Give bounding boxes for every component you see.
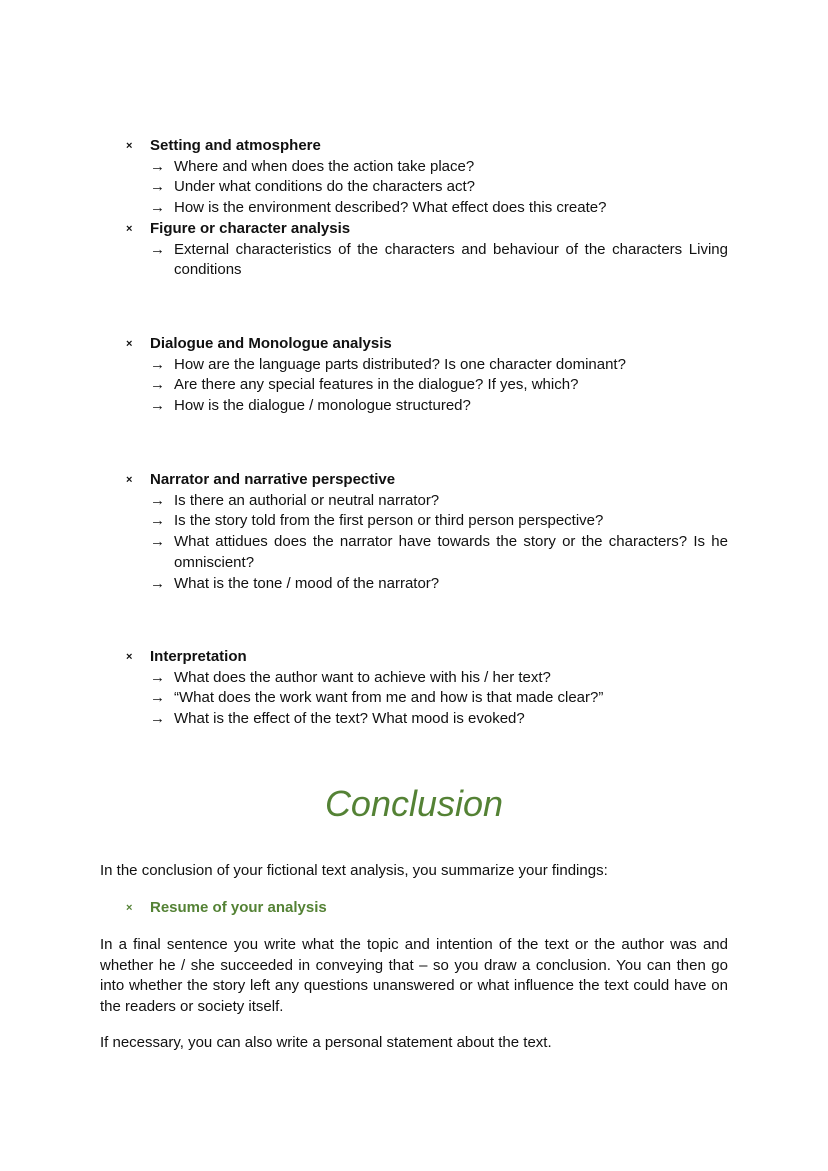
list-item (124, 688, 728, 709)
list-item (124, 396, 728, 417)
section (124, 647, 728, 730)
item-text: How is the dialogue / monologue structured? (174, 397, 471, 415)
section (124, 219, 728, 281)
list-item (124, 491, 728, 512)
item-text: Under what conditions do the characters act? (174, 178, 476, 196)
item-text: “What does the work want from me and how is that made clear?” (174, 689, 604, 707)
bullet-icon: × (126, 140, 133, 152)
list-item (124, 511, 728, 532)
list-item (124, 240, 728, 281)
item-text: How are the language parts distributed? Is one character dominant? (174, 355, 626, 373)
arrow-icon: → (150, 199, 165, 217)
closing-paragraph: If necessary, you can also write a personal statement about the text. (100, 1034, 552, 1051)
arrow-icon: → (150, 512, 165, 530)
list-item (124, 157, 728, 178)
arrow-icon: → (150, 533, 165, 551)
bullet-icon: × (126, 651, 133, 663)
arrow-icon: → (150, 668, 165, 686)
arrow-icon: → (150, 178, 165, 196)
bullet-icon: × (126, 223, 133, 235)
arrow-icon: → (150, 689, 165, 707)
arrow-icon: → (150, 355, 165, 373)
arrow-icon: → (150, 157, 165, 175)
section-label: Setting and atmosphere (150, 137, 321, 154)
list-item (124, 668, 728, 689)
item-text: How is the environment described? What effect does this create? (174, 199, 607, 217)
arrow-icon: → (150, 397, 165, 415)
resume-bullet (124, 898, 728, 919)
list-item (124, 532, 728, 573)
arrow-icon: → (150, 376, 165, 394)
arrow-icon: → (150, 710, 165, 728)
list-item (124, 355, 728, 376)
section-label: Narrator and narrative perspective (150, 471, 396, 488)
conclusion-heading: Conclusion (324, 783, 504, 824)
item-text: External characteristics of the characters and behaviour of the characters Living conditions (174, 240, 728, 279)
resume-label: Resume of your analysis (150, 899, 327, 916)
bullet-icon: × (126, 338, 133, 350)
section-label: Figure or character analysis (150, 220, 351, 237)
bullet-icon: × (126, 474, 133, 486)
conclusion-intro: In the conclusion of your fictional text analysis, you summarize your findings: (100, 862, 608, 879)
conclusion-paragraph: In a final sentence you write what the topic and intention of the text or the author was and whether he / she succeeded in conveying that – so you draw a conclusion. You can then go into whether the story left any questions unanswered or what influence the text could have on the readers or society itself. (100, 936, 728, 1016)
list-item (124, 177, 728, 198)
list-item (124, 574, 728, 595)
item-text: What is the effect of the text? What mood is evoked? (174, 710, 525, 728)
item-text: Is the story told from the first person or third person perspective? (174, 512, 604, 530)
item-text: What does the author want to achieve with his / her text? (174, 668, 551, 686)
section-label: Dialogue and Monologue analysis (150, 335, 392, 352)
bullet-icon: × (126, 902, 133, 914)
list-item (124, 198, 728, 219)
item-text: What attidues does the narrator have towards the story or the characters? Is he omniscient? (174, 533, 728, 571)
section (124, 470, 728, 594)
item-text: Are there any special features in the dialogue? If yes, which? (174, 376, 579, 394)
section (124, 334, 728, 417)
arrow-icon: → (150, 491, 165, 509)
item-text: Where and when does the action take place? (174, 157, 475, 175)
section-label: Interpretation (150, 648, 247, 665)
list-item (124, 709, 728, 730)
list-item (124, 375, 728, 396)
arrow-icon: → (150, 574, 165, 592)
arrow-icon: → (150, 240, 165, 258)
item-text: What is the tone / mood of the narrator? (174, 574, 440, 592)
item-text: Is there an authorial or neutral narrator? (174, 491, 440, 509)
section (124, 136, 728, 219)
